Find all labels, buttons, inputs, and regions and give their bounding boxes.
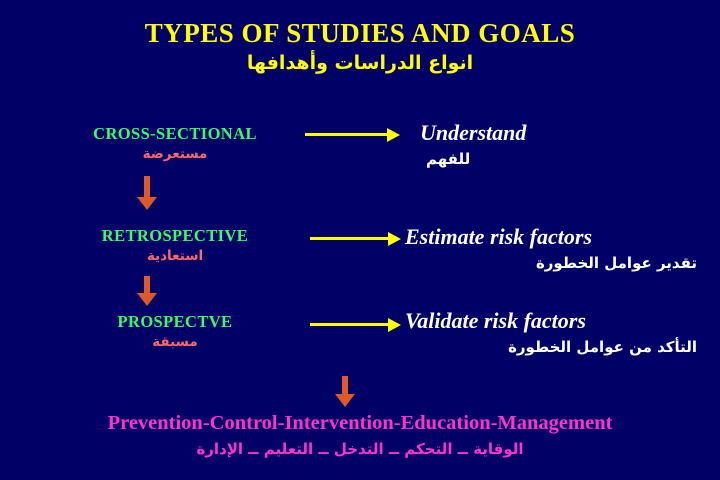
goal-understand [420, 120, 660, 168]
study-type-label-arabic: مسبقة [152, 334, 198, 350]
arrow-shaft [310, 237, 390, 240]
arrow-shaft [144, 276, 150, 294]
slide-title-english: TYPES OF STUDIES AND GOALS [144, 18, 576, 48]
arrow-head [388, 318, 401, 332]
goal-label-english: Understand [420, 120, 527, 145]
study-type-label-arabic: استعادية [146, 248, 204, 264]
goal-label-arabic: تقدير عوامل الخطورة [535, 254, 697, 272]
goal-label-english: Validate risk factors [405, 308, 586, 333]
arrow-head [388, 232, 401, 246]
study-type-cross-sectional [40, 124, 310, 162]
goal-label-arabic: للفهم [426, 150, 471, 168]
arrow-shaft [144, 176, 150, 197]
conclusion-label-arabic: الوقاية ــ التحكم ــ التدخل ــ التعليم ــ الإدارة [196, 440, 524, 458]
goal-label-english: Estimate risk factors [405, 224, 593, 249]
arrow-right-icon [305, 128, 400, 142]
conclusion-banner [0, 412, 720, 458]
study-type-retrospective [40, 226, 310, 264]
arrow-down-icon [335, 376, 355, 408]
arrow-shaft [305, 133, 389, 136]
study-type-label-english: PROSPECTVE [117, 312, 233, 331]
arrow-right-icon [310, 232, 402, 246]
arrow-head [137, 197, 157, 210]
arrow-right-icon [310, 318, 402, 332]
study-type-prospective [40, 312, 310, 350]
slide-title-arabic: انواع الدراسات وأهدافها [246, 52, 474, 74]
arrow-head [335, 394, 355, 407]
goal-estimate-risk-factors [405, 224, 715, 272]
study-type-label-english: CROSS-SECTIONAL [93, 124, 257, 143]
goal-label-arabic: التأكد من عوامل الخطورة [508, 338, 697, 356]
arrow-down-icon [137, 176, 157, 210]
goal-validate-risk-factors [405, 308, 715, 356]
arrow-down-icon [137, 276, 157, 306]
study-type-label-english: RETROSPECTIVE [101, 226, 249, 245]
study-type-label-arabic: مستعرضة [142, 146, 208, 162]
arrow-head [137, 293, 157, 306]
conclusion-label-english: Prevention-Control-Intervention-Education-Management [107, 412, 613, 434]
arrow-shaft [310, 323, 390, 326]
arrow-shaft [342, 376, 348, 395]
arrow-head [387, 128, 400, 142]
